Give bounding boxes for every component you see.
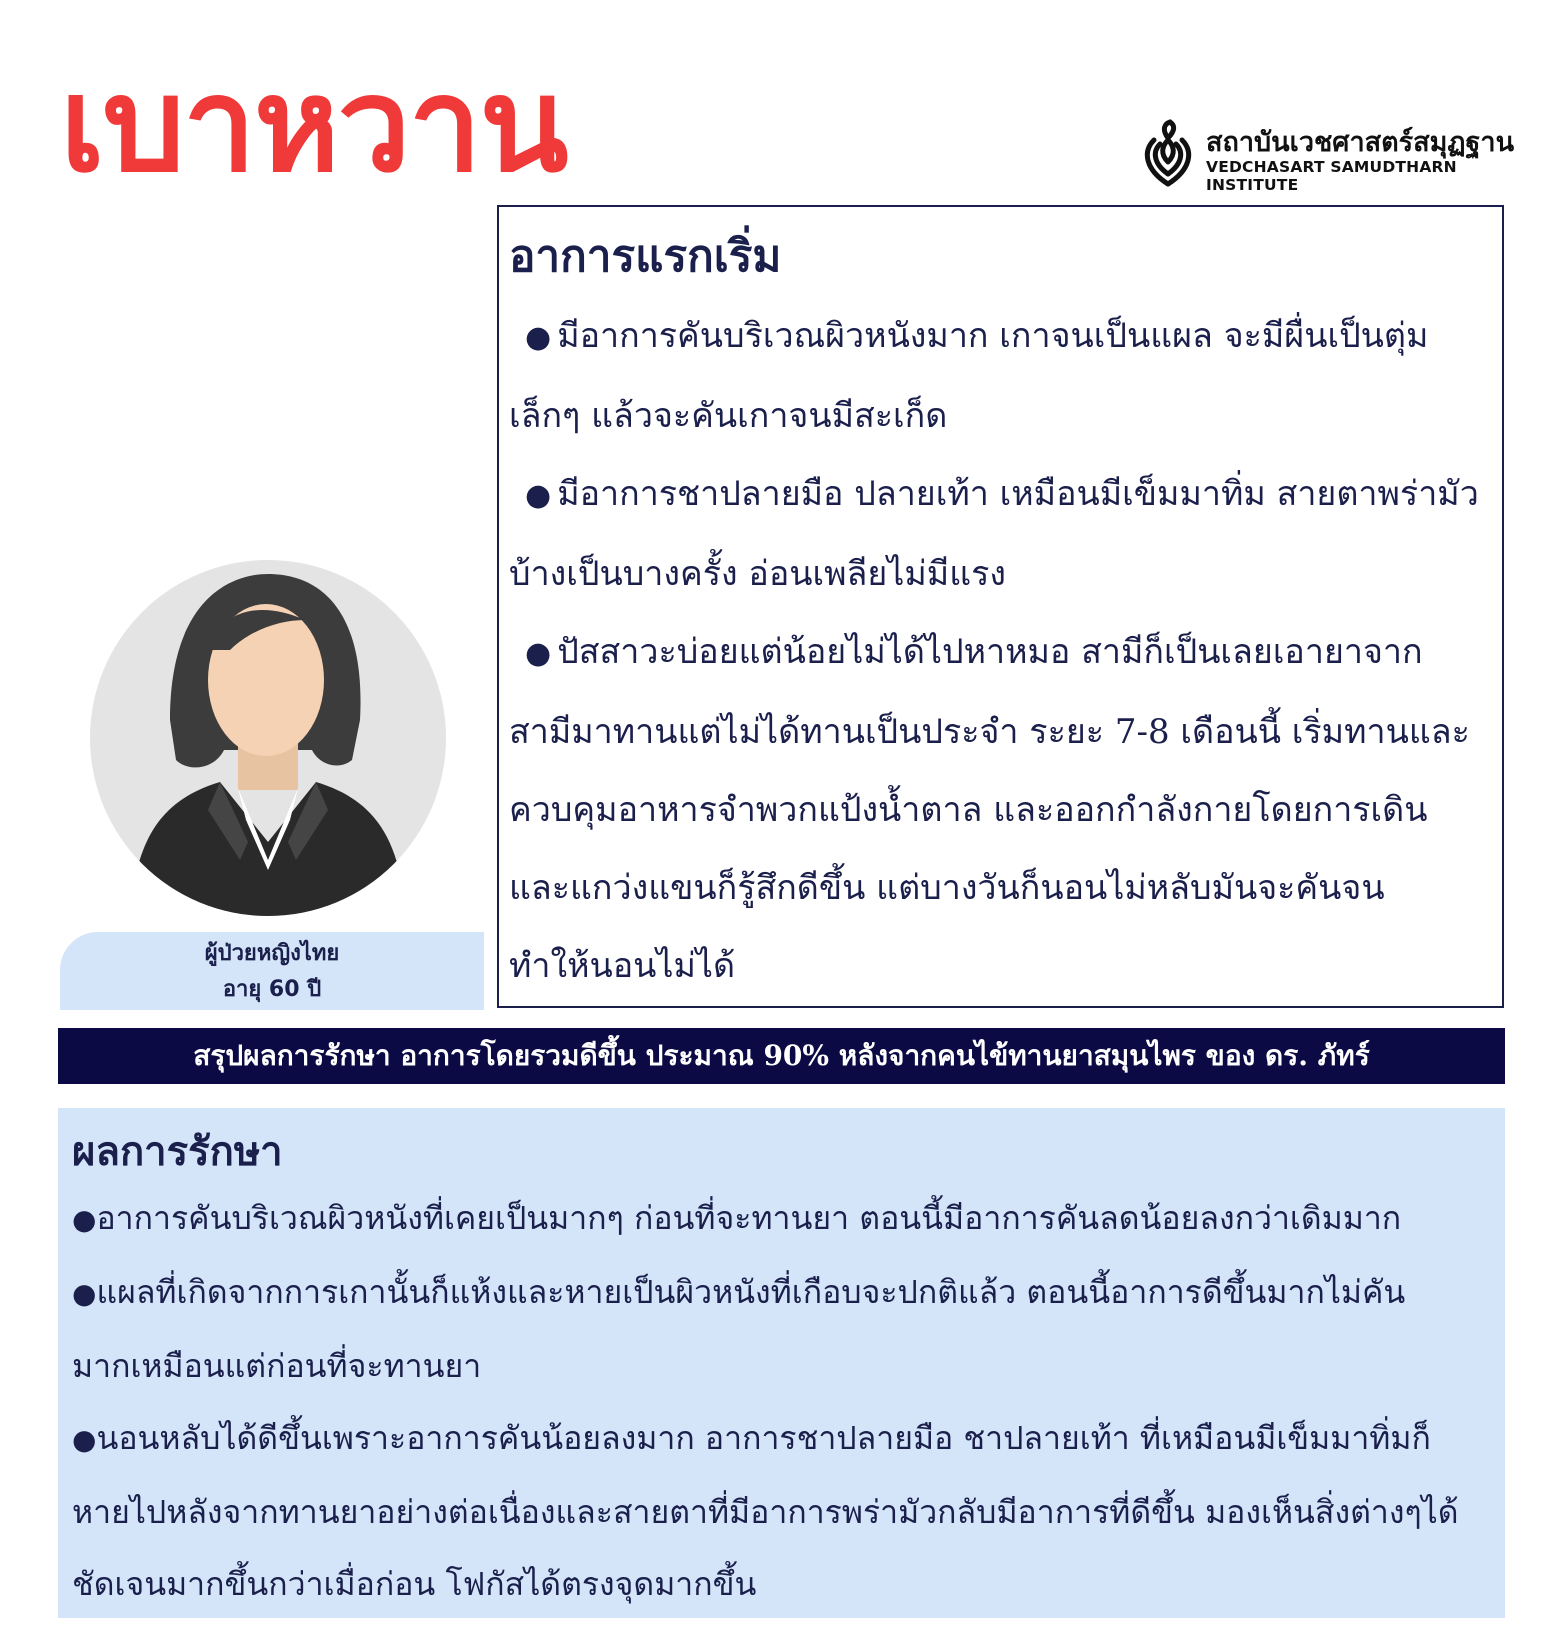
- symptom-line: สามีมาทานแต่ไม่ได้ทานเป็นประจำ ระยะ 7-8 เดือนนี้ เริ่มทานและ: [509, 712, 1470, 752]
- page-title: เบาหวาน: [60, 49, 567, 201]
- symptoms-heading: อาการแรกเริ่ม: [509, 231, 782, 282]
- symptom-line: ควบคุมอาหารจำพวกแป้งน้ำตาล และออกกำลังกายโดยการเดิน: [509, 790, 1428, 830]
- result-line: มากเหมือนแต่ก่อนที่จะทานยา: [72, 1347, 482, 1385]
- bullet-icon: ●: [525, 478, 552, 513]
- treatment-summary-bar: สรุปผลการรักษา อาการโดยรวมดีขึ้น ประมาณ 90% หลังจากคนไข้ทานยาสมุนไพร ของ ดร. ภัทร์: [58, 1028, 1505, 1084]
- result-line: หายไปหลังจากทานยาอย่างต่อเนื่องและสายตาที่มีอาการพร่ามัวกลับมีอาการที่ดีขึ้น มองเห็นสิ่งต่างๆได้: [72, 1493, 1459, 1531]
- bullet-icon: ●: [72, 1277, 97, 1310]
- symptom-line: เล็กๆ แล้วจะคันเกาจนมีสะเก็ด: [509, 396, 948, 436]
- bullet-icon: ●: [72, 1423, 97, 1456]
- symptom-line: ● ปัสสาวะบ่อยแต่น้อยไม่ได้ไปหาหมอ สามีก็เป็นเลยเอายาจาก: [525, 632, 1423, 672]
- treatment-results-panel: [58, 1108, 1505, 1618]
- results-heading: ผลการรักษา: [72, 1128, 283, 1175]
- symptom-line: บ้างเป็นบางครั้ง อ่อนเพลียไม่มีแรง: [509, 554, 1006, 594]
- result-line: ●แผลที่เกิดจากการเกานั้นก็แห้งและหายเป็นผิวหนังที่เกือบจะปกติแล้ว ตอนนี้อาการดีขึ้นมากไม่คัน: [72, 1273, 1406, 1311]
- patient-age-label: อายุ 60 ปี: [222, 977, 322, 1002]
- institute-name-english: VEDCHASART SAMUDTHARN INSTITUTE: [1206, 158, 1457, 194]
- bullet-icon: ●: [72, 1203, 97, 1236]
- bullet-icon: ●: [525, 320, 552, 355]
- symptom-line: ● มีอาการคันบริเวณผิวหนังมาก เกาจนเป็นแผล จะมีผื่นเป็นตุ่ม: [525, 316, 1429, 356]
- result-line: ●อาการคันบริเวณผิวหนังที่เคยเป็นมากๆ ก่อนที่จะทานยา ตอนนี้มีอาการคันลดน้อยลงกว่าเดิมมาก: [72, 1199, 1402, 1237]
- symptom-line: ทำให้นอนไม่ได้: [509, 946, 736, 986]
- institute-name-thai: สถาบันเวชศาสตร์สมุฏฐาน: [1206, 127, 1515, 158]
- patient-gender-label: ผู้ป่วยหญิงไทย: [204, 941, 340, 966]
- symptom-line: ● มีอาการชาปลายมือ ปลายเท้า เหมือนมีเข็มมาทิ่ม สายตาพร่ามัว: [525, 474, 1479, 514]
- patient-avatar: [90, 560, 446, 916]
- institute-logo: [1138, 118, 1518, 194]
- result-line: ●นอนหลับได้ดีขึ้นเพราะอาการคันน้อยลงมาก อาการชาปลายมือ ชาปลายเท้า ที่เหมือนมีเข็มมาทิ่มก็: [72, 1419, 1431, 1457]
- result-line: ชัดเจนมากขึ้นกว่าเมื่อก่อน โฟกัสได้ตรงจุดมากขึ้น: [72, 1565, 757, 1603]
- lotus-logo-icon: [1138, 118, 1198, 188]
- symptom-line: และแกว่งแขนก็รู้สึกดีขึ้น แต่บางวันก็นอนไม่หลับมันจะคันจน: [509, 868, 1385, 908]
- bullet-icon: ●: [525, 636, 552, 671]
- patient-caption: [60, 932, 484, 1010]
- initial-symptoms-panel: [497, 205, 1504, 1008]
